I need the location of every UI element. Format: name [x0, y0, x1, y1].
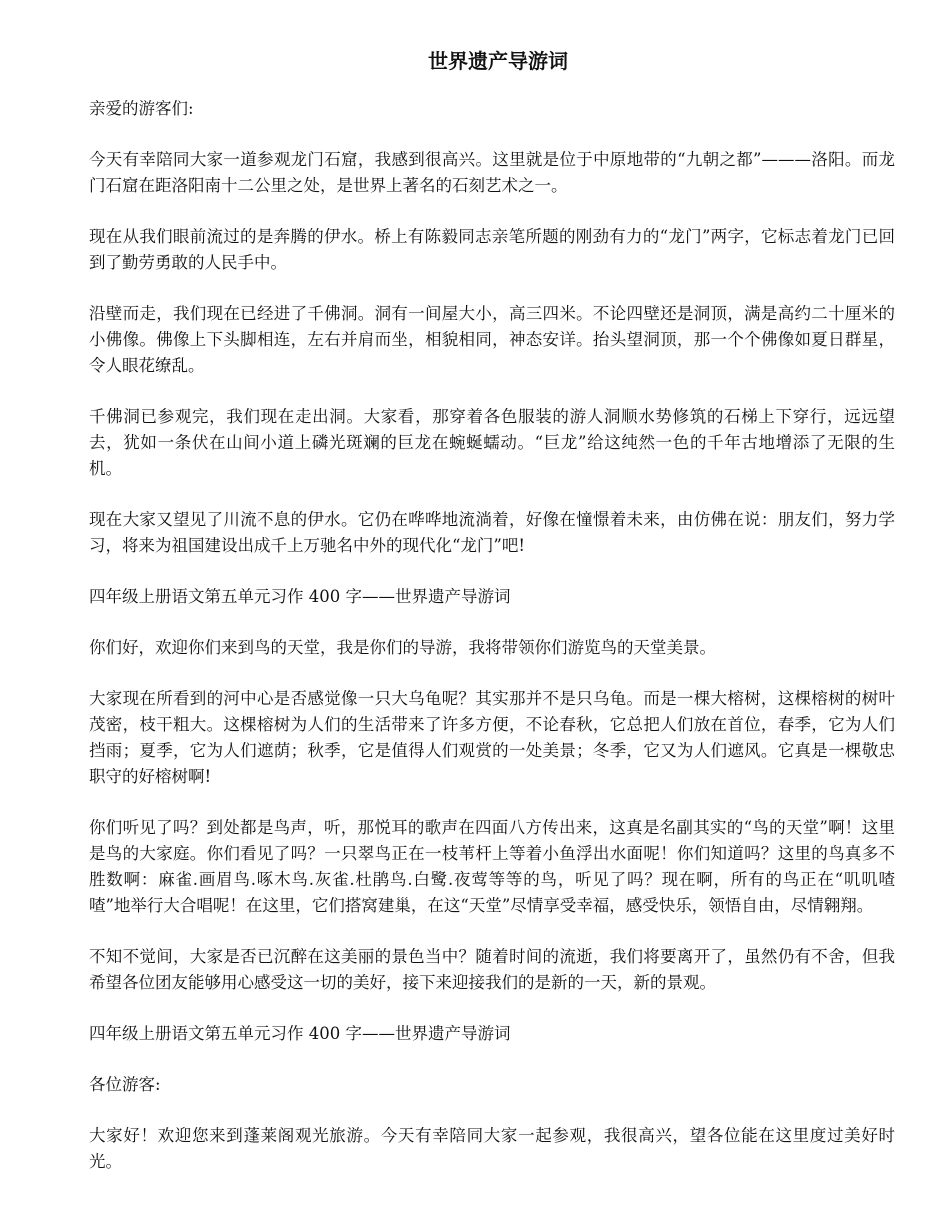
body-paragraph: 不知不觉间，大家是否已沉醉在这美丽的景色当中？随着时间的流逝，我们将要离开了，虽然仍有不舍，但我希望各位团友能够用心感受这一切的美好，接下来迎接我们的是新的一天，新的景观。 — [89, 947, 895, 992]
section-heading: 四年级上册语文第五单元习作 400 字——世界遗产导游词 — [89, 1024, 511, 1043]
body-paragraph: 大家好！欢迎您来到蓬莱阁观光旅游。今天有幸陪同大家一起参观，我很高兴，望各位能在这里度过美好时光。 — [89, 1126, 895, 1171]
section-heading: 四年级上册语文第五单元习作 400 字——世界遗产导游词 — [89, 587, 511, 606]
greeting-paragraph: 亲爱的游客们: — [89, 99, 194, 118]
document-body — [89, 96, 895, 1200]
body-paragraph: 今天有幸陪同大家一道参观龙门石窟，我感到很高兴。这里就是位于中原地带的“九朝之都”———洛阳。而龙门石窟在距洛阳南十二公里之处，是世界上著名的石刻艺术之一。 — [89, 150, 895, 195]
body-paragraph: 千佛洞已参观完，我们现在走出洞。大家看，那穿着各色服装的游人洞顺水势修筑的石梯上下穿行，远远望去，犹如一条伏在山间小道上磷光斑斓的巨龙在蜿蜒蠕动。“巨龙”给这纯然一色的千年古地增添了无限的生机。 — [89, 407, 895, 478]
body-paragraph: 你们好，欢迎你们来到鸟的天堂，我是你们的导游，我将带领你们游览鸟的天堂美景。 — [89, 638, 716, 657]
body-paragraph: 大家现在所看到的河中心是否感觉像一只大乌龟呢？其实那并不是只乌龟。而是一棵大榕树，这棵榕树的树叶茂密，枝干粗大。这棵榕树为人们的生活带来了许多方便，不论春秋，它总把人们放在首位，春季，它为人们挡雨；夏季，它为人们遮荫；秋季，它是值得人们观赏的一处美景；冬季，它又为人们遮风。它真是一棵敬忠职守的好榕树啊! — [89, 689, 895, 786]
body-paragraph: 现在从我们眼前流过的是奔腾的伊水。桥上有陈毅同志亲笔所题的刚劲有力的“龙门”两字，它标志着龙门已回到了勤劳勇敢的人民手中。 — [89, 227, 895, 272]
greeting-paragraph: 各位游客: — [89, 1075, 161, 1094]
document-title: 世界遗产导游词 — [428, 49, 568, 73]
body-paragraph: 现在大家又望见了川流不息的伊水。它仍在哗哗地流淌着，好像在憧憬着未来，由仿佛在说：朋友们，努力学习，将来为祖国建设出成千上万驰名中外的现代化“龙门”吧! — [89, 510, 895, 555]
body-paragraph: 你们听见了吗？到处都是鸟声，听，那悦耳的歌声在四面八方传出来，这真是名副其实的“鸟的天堂”啊！这里是鸟的大家庭。你们看见了吗？一只翠鸟正在一枝苇杆上等着小鱼浮出水面呢！你们知道吗？这里的鸟真多不胜数啊：麻雀.画眉鸟.啄木鸟.灰雀.杜鹃鸟.白鹭.夜莺等等的鸟，听见了吗？现在啊，所有的鸟正在“叽叽喳喳”地举行大合唱呢！在这里，它们搭窝建巢，在这“天堂”尽情享受幸福，感受快乐，领悟自由，尽情翱翔。 — [89, 818, 895, 915]
body-paragraph: 沿壁而走，我们现在已经进了千佛洞。洞有一间屋大小，高三四米。不论四壁还是洞顶，满是高约二十厘米的小佛像。佛像上下头脚相连，左右并肩而坐，相貌相同，神态安详。抬头望洞顶，那一个个佛像如夏日群星，令人眼花缭乱。 — [89, 304, 895, 375]
